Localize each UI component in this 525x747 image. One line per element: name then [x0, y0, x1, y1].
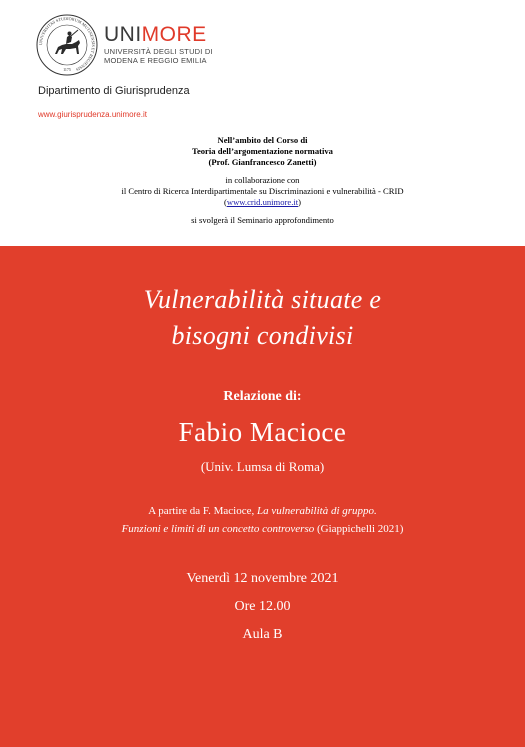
intro-course-name: Teoria dell’argomentazione normativa	[192, 146, 333, 156]
intro-collaboration: in collaborazione con	[225, 175, 300, 185]
event-panel	[0, 246, 525, 747]
brand-subtitle	[104, 48, 213, 65]
brand-logo	[104, 24, 213, 65]
event-time: Ore 12.00	[234, 599, 291, 614]
event-date: Venerdì 12 novembre 2021	[186, 571, 339, 586]
book-reference	[0, 502, 525, 538]
intro-center: il Centro di Ricerca Interdipartimentale su Discriminazioni e vulnerabilità - CRID	[121, 186, 404, 196]
intro-link-line: (www.crid.unimore.it)	[223, 197, 302, 207]
relazione-label: Relazione di:	[223, 389, 302, 404]
brand-more: MORE	[141, 23, 207, 46]
book-reference-line2: Funzioni e limiti di un concetto controverso (Giappichelli 2021)	[121, 523, 404, 535]
university-seal-icon	[36, 14, 98, 76]
header	[0, 0, 525, 246]
svg-text:1175: 1175	[63, 67, 71, 72]
svg-text:UNIVERSITAS STUDIORUM MUTINENS: UNIVERSITAS STUDIORUM MUTINENSIS ET REGIENSIS	[37, 15, 97, 73]
book-reference-line1: A partire da F. Macioce, La vulnerabilità di gruppo.	[148, 505, 377, 517]
department-website[interactable]: www.giurisprudenza.unimore.it	[38, 110, 147, 119]
brand-subtitle-line1: UNIVERSITÀ DEGLI STUDI DI	[104, 47, 213, 56]
speaker-name: Fabio Macioce	[178, 417, 347, 447]
brand-uni: UNI	[104, 23, 142, 46]
speaker-affiliation: (Univ. Lumsa di Roma)	[200, 459, 325, 474]
brand-name	[104, 24, 213, 46]
intro-professor: (Prof. Gianfrancesco Zanetti)	[208, 157, 317, 167]
event-room: Aula B	[242, 627, 283, 642]
event-title-line2: bisogni condivisi	[171, 321, 354, 350]
intro-seminar: si svolgerà il Seminario approfondimento	[191, 215, 334, 225]
event-title	[0, 282, 525, 354]
intro-course-context: Nell’ambito del Corso di	[217, 135, 308, 145]
crid-link[interactable]: www.crid.unimore.it	[226, 197, 299, 207]
department-name: Dipartimento di Giurisprudenza	[38, 85, 190, 97]
intro-block	[0, 135, 525, 226]
brand-subtitle-line2: MODENA E REGGIO EMILIA	[104, 55, 207, 65]
event-title-line1: Vulnerabilità situate e	[143, 285, 382, 314]
event-schedule	[0, 565, 525, 649]
